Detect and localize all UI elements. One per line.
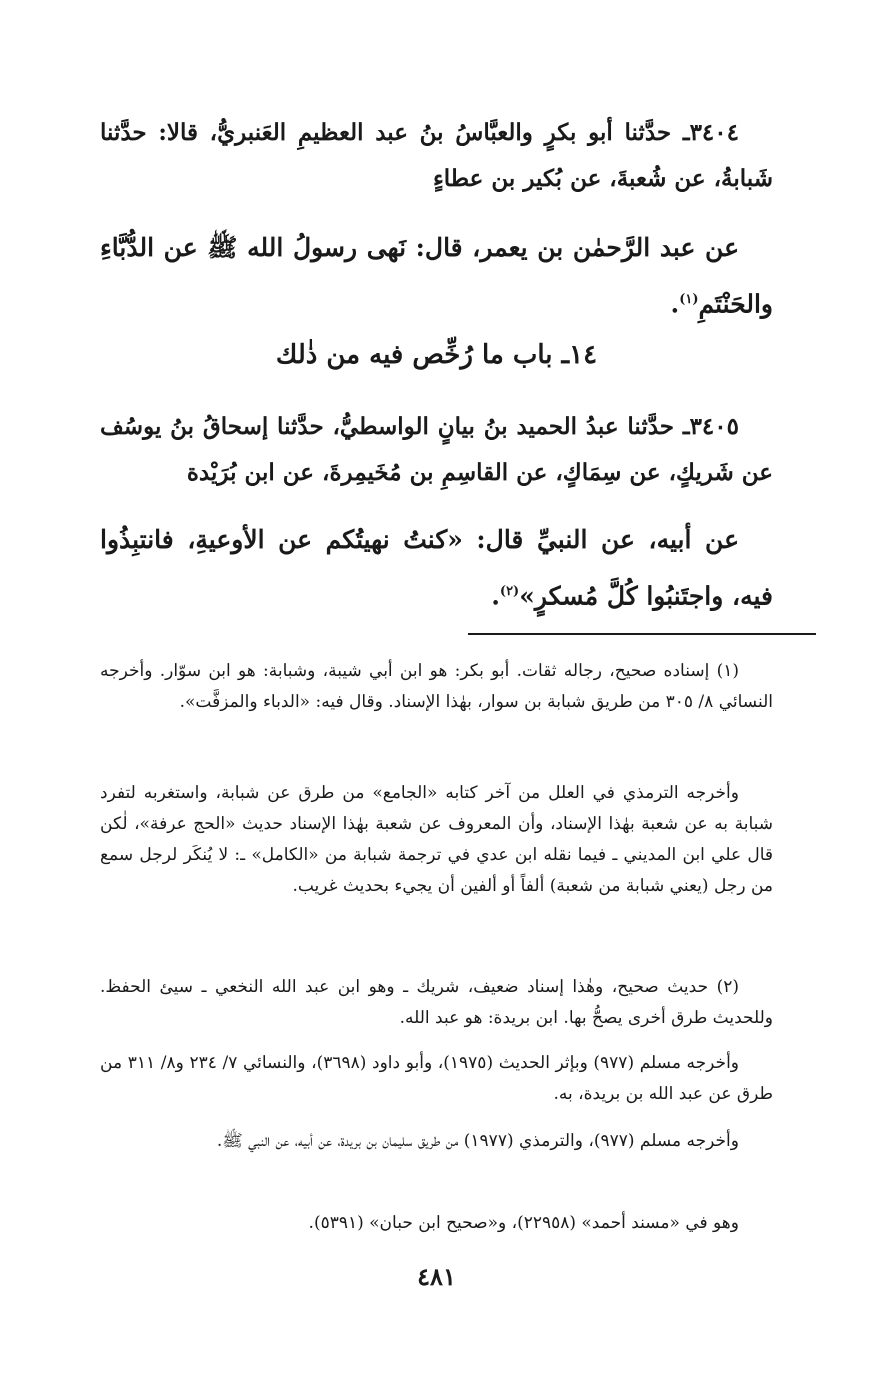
footnote-1-para-1: (١) إسناده صحيح، رجاله ثقات. أبو بكر: هو ابن أبي شيبة، وشبابة: هو ابن سوّار. وأخرجه النسائي ٨/ ٣٠٥ من طريق شبابة بن سوار، بهٰذا الإسناد. وقال فيه: «الدباء والمزفَّت».	[100, 661, 773, 712]
footnote-separator	[468, 633, 816, 635]
footnote-2-para-2: وأخرجه مسلم (٩٧٧) وبإثر الحديث (١٩٧٥)، وأبو داود (٣٦٩٨)، والنسائي ٧/ ٢٣٤ و٨/ ٣١١ من طرق عن عبد الله بن بريدة، به.	[100, 1053, 773, 1104]
footnote-ref-2[interactable]: (٢)	[499, 584, 520, 599]
hadith-3405-isnad-text: ٣٤٠٥ـ حدَّثنا عبدُ الحميد بنُ بيانٍ الواسطيُّ، حدَّثنا إسحاقُ بنُ يوسُف عن شَريكٍ، عن سِمَاكٍ، عن القاسِمِ بن مُخَيمِرةَ، عن ابن بُرَيْدة	[100, 413, 773, 486]
hadith-3405-end: .	[491, 581, 500, 611]
footnote-ref-1[interactable]: (١)	[679, 292, 699, 307]
footnote-1-para-2: وأخرجه الترمذي في العلل من آخر كتابه «الجامع» من طرق عن شبابة، واستغربه لتفرد شبابة به عن شعبة بهٰذا الإسناد، وأن المعروف عن شعبة بهٰذا الإسناد حديث «الحج عرفة»، لٰكن قال علي ابن المديني ـ فيما نقله ابن عدي في ترجمة شبابة من «الكامل» ـ: لا يُنكَر لرجل سمع من رجل (يعني شبابة من شعبة) ألفاً أو ألفين أن يجيء بحديث غريب.	[100, 783, 774, 896]
hadith-3405-isnad	[100, 404, 773, 496]
hadith-3404-matn-text: عن عبد الرَّحمٰن بن يعمر، قال: نَهى رسولُ الله ﷺ عن الدُّبَّاءِ والحَنْتَمِ	[100, 233, 773, 319]
hadith-3404-end: .	[670, 289, 680, 319]
hadith-3405-matn	[100, 514, 773, 622]
hadith-3404-matn	[100, 222, 773, 330]
hadith-3404-isnad-text: ٣٤٠٤ـ حدَّثنا أبو بكرٍ والعبَّاسُ بنُ عبد العظيمِ العَنبريُّ، قالا: حدَّثنا شَبابةُ، عن شُعبةَ، عن بُكير بن عطاءٍ	[100, 119, 773, 192]
page-number: ٤٨١	[417, 1262, 456, 1291]
hadith-3405-matn-text: عن أبيه، عن النبيِّ قال: «كنتُ نهيتُكم عن الأوعيةِ، فانتبِذُوا فيه، واجتَنبُوا كُلَّ مُسكرٍ»	[100, 525, 773, 611]
footnote-2-para-4: وهو في «مسند أحمد» (٢٢٩٥٨)، و«صحيح ابن حبان» (٥٣٩١).	[308, 1213, 739, 1233]
footnote-2-para-1: (٢) حديث صحيح، وهٰذا إسناد ضعيف، شريك ـ وهو ابن عبد الله النخعي ـ سيئ الحفظ. وللحديث طرق أخرى يصحُّ بها. ابن بريدة: هو عبد الله.	[100, 977, 773, 1028]
hadith-3404-isnad	[100, 110, 773, 202]
footnote-2-para-3: وأخرجه مسلم (٩٧٧)، والترمذي (١٩٧٧) من طريق سليمان بن بريدة، عن أبيه، عن النبي ﷺ.	[216, 1131, 739, 1151]
chapter-heading: ١٤ـ باب ما رُخِّص فيه من ذٰلك	[275, 340, 598, 370]
